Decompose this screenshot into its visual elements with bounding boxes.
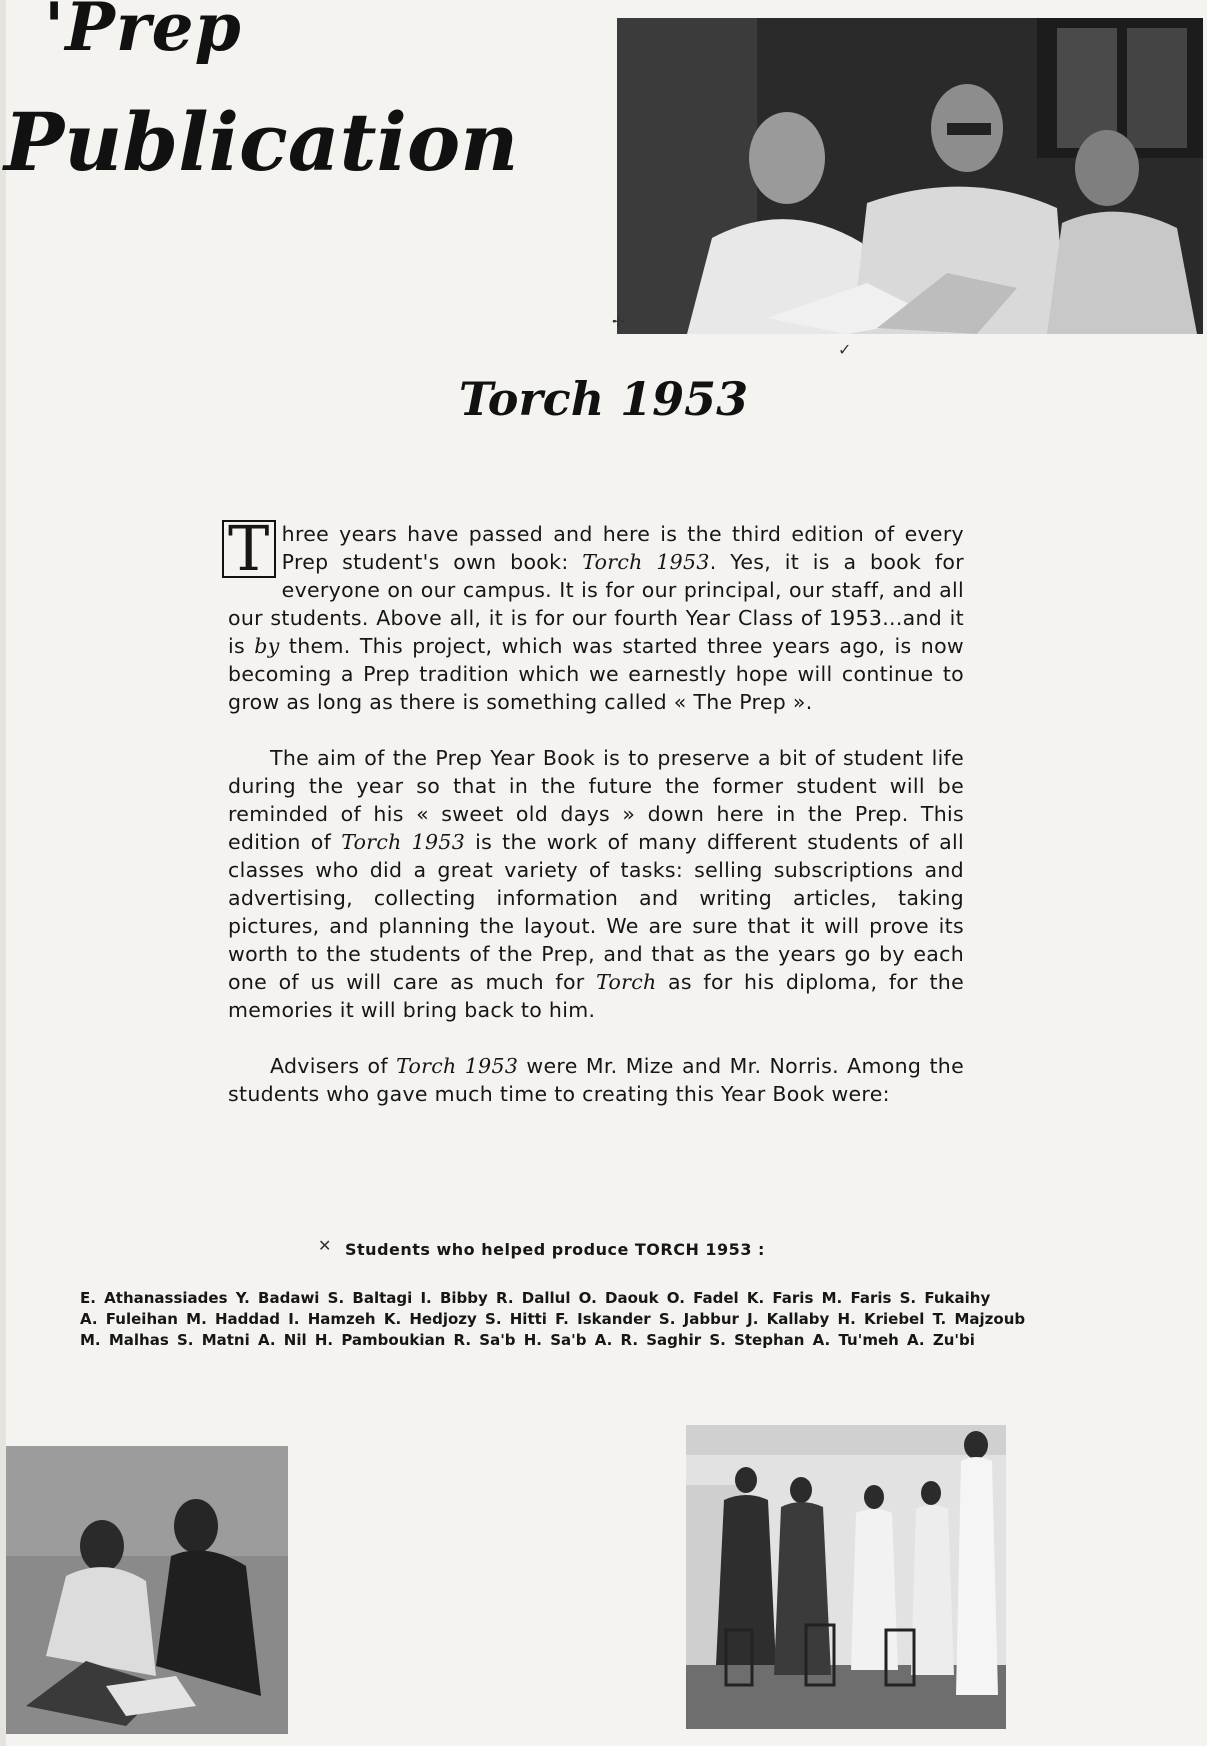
section-title [4,0,519,189]
photo-boys-on-ground [6,1446,288,1734]
margin-mark: ✓ [838,340,852,359]
paragraph-1: T hree years have passed and here is the third edition of every Prep student's own book: Torch 1953. Yes, it is a book for everyone on our campus. It is for our principal, our staff, and all our students. Above all, it is for our fourth Year Class of 1953...and it is by them. This project, which was started three years ago, is now becoming a Prep tradition which we earnestly hope will continue to grow as long as there is something called « The Prep ». [228,520,964,716]
paragraph-3: Advisers of Torch 1953 were Mr. Mize and Mr. Norris. Among the students who gave much time to creating this Year Book were: [228,1054,964,1106]
section-title-line1: 'Prep [44,0,242,66]
helpers-heading: Students who helped produce TORCH 1953 : [345,1240,765,1259]
helpers-names [80,1288,1090,1351]
names-row: M. Malhas S. Matni A. Nil H. Pamboukian R. Sa'b H. Sa'b A. R. Saghir S. Stephan A. Tu'meh A. Zu'bi [80,1331,975,1349]
photo-choir-singing [686,1425,1006,1729]
drop-cap: T [222,520,276,578]
article-title: Torch 1953 [458,372,749,426]
names-row: A. Fuleihan M. Haddad I. Hamzeh K. Hedjozy S. Hitti F. Iskander S. Jabbur J. Kallaby H. Kriebel T. Majzoub [80,1310,1026,1328]
section-title-line2: Publication [4,95,519,189]
article-body [228,512,964,1136]
names-row: E. Athanassiades Y. Badawi S. Baltagi I. Bibby R. Dallul O. Daouk O. Fadel K. Faris M. Faris S. Fukaihy [80,1289,991,1307]
photo-students-reading [617,18,1203,334]
margin-mark: ✢ [612,312,626,331]
margin-mark: ✕ [318,1236,332,1255]
paragraph-2: The aim of the Prep Year Book is to preserve a bit of student life during the year so that in the future the former student will be reminded of his « sweet old days » down here in the Prep. This edition of Torch 1953 is the work of many different students of all classes who did a great variety of tasks: selling subscriptions and advertising, collecting information and writing articles, taking pictures, and planning the layout. We are sure that it will prove its worth to the students of the Prep, and that as the years go by each one of us will care as much for Torch as for his diploma, for the memories it will bring back to him. [228,746,964,1022]
